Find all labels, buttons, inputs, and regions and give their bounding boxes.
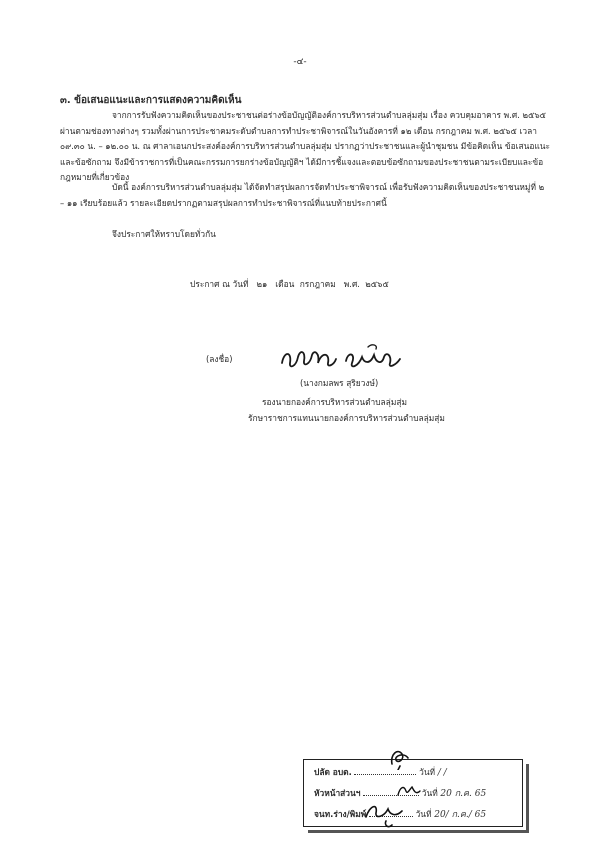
announcement-label: ประกาศ ณ วันที่ [190, 279, 249, 289]
handwritten-signature [278, 341, 408, 375]
stamp-row-chief-officer [314, 765, 447, 779]
signer-position-deputy: รองนายกองค์การบริหารส่วนตำบลลุ่มสุ่ม [262, 397, 407, 407]
stamp-label: หัวหน้าส่วนฯ [314, 788, 361, 798]
stamp-label: ปลัด อบต. [314, 767, 352, 777]
stamp-date-label: วันที่ [419, 767, 436, 777]
announcement-month-label: เดือน [275, 279, 295, 289]
section-heading: ๓. ข้อเสนอแนะและการแสดงความคิดเห็น [60, 95, 242, 106]
announcement-date-line [190, 277, 389, 291]
paragraph-results-announcement [60, 180, 550, 211]
sign-label: (ลงชื่อ) [206, 354, 233, 364]
stamp-date-label: วันที่ [421, 788, 438, 798]
announcement-month: กรกฎาคม [299, 279, 336, 289]
announcement-day: ๒๑ [256, 279, 268, 289]
paragraph-consultation-summary [60, 108, 550, 186]
paragraph-closing: จึงประกาศให้ทราบโดยทั่วกัน [112, 229, 216, 239]
initials-chief-officer [386, 746, 416, 770]
stamp-date-value: / / [437, 768, 447, 778]
signer-name: (นางกมลพร สุริยวงษ์) [300, 378, 379, 388]
stamp-date-value: 20/ ก.ค./ 65 [434, 810, 487, 820]
stamp-label: จนท.ร่าง/พิมพ์ [314, 809, 367, 819]
announcement-year: ๒๕๖๕ [365, 279, 389, 289]
paragraph-text: จากการรับฟังความคิดเห็นของประชาชนต่อร่างข้อบัญญัติองค์การบริหารส่วนตำบลลุ่มสุ่ม เรื่อง ควบคุมอาคาร พ.ศ. ๒๕๖๕ ผ่านตามช่องทางต่างๆ รวมทั้งผ่านการประชาคมระดับตำบลการทำประชาพิจารณ์ในวันอังคารที่ ๑๒ เดือน กรกฎาคม พ.ศ. ๒๕๖๕ เวลา ๐๙.๓๐ น. – ๑๒.๐๐ น. ณ ศาลาเอนกประสงค์องค์การบริหารส่วนตำบลลุ่มสุ่ม ปรากฏว่าประชาชนและผู้นำชุมชน มีข้อคิดเห็น ข้อเสนอแนะ และข้อซักถาม จึงมีข้าราชการที่เป็นคณะกรรมการยกร่างข้อบัญญัติฯ ได้มีการชี้แจงและตอบข้อซักถามของประชาชนตามระเบียบและข้อกฎหมายที่เกี่ยวข้อง [60, 110, 550, 182]
announcement-year-label: พ.ศ. [343, 279, 360, 289]
stamp-date-value: 20 ก.ค. 65 [440, 789, 487, 799]
initials-drafter [362, 795, 408, 831]
signer-position-acting: รักษาราชการแทนนายกองค์การบริหารส่วนตำบลลุ่มสุ่ม [248, 413, 445, 423]
paragraph-text: บัดนี้ องค์การบริหารส่วนตำบลลุ่มสุ่ม ได้จัดทำสรุปผลการจัดทำประชาพิจารณ์ เพื่อรับฟังความคิดเห็นของประชาชนหมู่ที่ ๒ – ๑๑ เรียบร้อยแล้ว รายละเอียดปรากฏตามสรุปผลการทำประชาพิจารณ์ที่แนบท้ายประกาศนี้ [60, 182, 545, 208]
stamp-date-label: วันที่ [415, 809, 432, 819]
page-number: -๔- [293, 57, 307, 67]
